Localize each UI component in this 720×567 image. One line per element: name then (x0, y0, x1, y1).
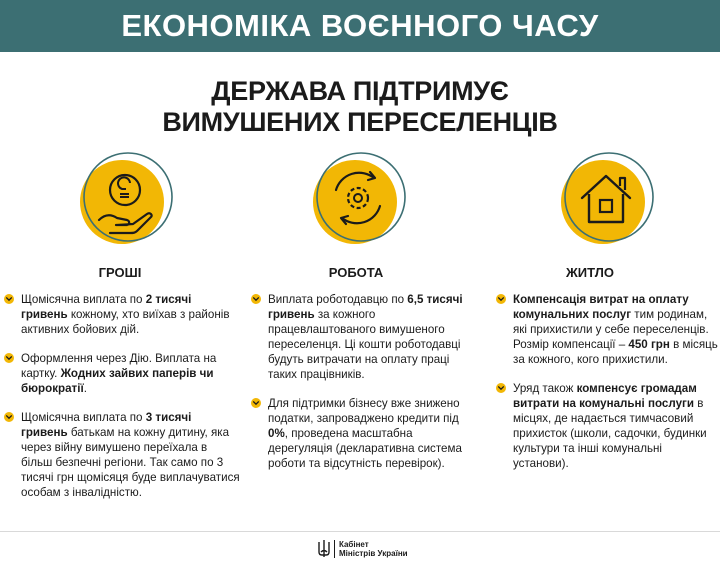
list-item-emphasis: 2 тисячі гривень (21, 293, 192, 321)
list-item-text: Щомісячна виплата по (21, 293, 146, 306)
list-item-text: в місцях, де надається тимчасовий прихисток (школи, садочки, будинки культури та інші комунальні установи). (513, 397, 707, 470)
list-item (0, 351, 240, 396)
column-work-list (240, 292, 480, 485)
list-item-text: Щомісячна виплата по (21, 411, 146, 424)
column-money (0, 150, 240, 520)
page-title-line-2: ВИМУШЕНИХ ПЕРЕСЕЛЕНЦІВ (162, 107, 558, 137)
trident-icon (318, 540, 330, 558)
list-item-emphasis: 6,5 тисячі гривень (268, 293, 463, 321)
list-item-text: кожному, хто виїхав з районів активних бойових дій. (21, 308, 230, 336)
chevron-bullet-icon (251, 398, 261, 408)
list-item-emphasis: 450 грн (628, 338, 670, 351)
list-item-emphasis: Компенсація витрат на оплату комунальних послуг (513, 293, 689, 321)
column-heading-work: РОБОТА (328, 265, 384, 280)
list-item-emphasis: компенсує громадам витрати на комунальні послуги (513, 382, 697, 410)
list-item-emphasis: Жодних зайвих паперів чи бюрократії (21, 367, 214, 395)
list-item (480, 381, 720, 471)
list-item (480, 292, 720, 367)
chevron-bullet-icon (4, 294, 14, 304)
footer-divider (0, 531, 720, 532)
chevron-bullet-icon (496, 383, 506, 393)
list-item-text: тим родинам, які прихистили у себе переселенців. Розмір компенсації – (513, 308, 709, 351)
list-item-emphasis: 0% (268, 427, 285, 440)
list-item (0, 292, 240, 337)
chevron-bullet-icon (4, 353, 14, 363)
list-item-emphasis: 3 тисячі гривень (21, 411, 192, 439)
chevron-bullet-icon (496, 294, 506, 304)
column-housing-list (480, 292, 720, 485)
page-title-line-1: ДЕРЖАВА ПІДТРИМУЄ (211, 76, 509, 106)
list-item-text: , проведена масштабна дерегуляція (декларативна система роботи та відсутність перевірок). (268, 427, 462, 470)
list-item-text: за кожного працевлаштованого вимушеного переселенця. Ці кошти роботодавці будуть витрачати на оплату праці таких працівників. (268, 308, 461, 381)
footer-line-1: Кабінет (339, 540, 369, 549)
chevron-bullet-icon (4, 412, 14, 422)
list-item-text: Оформлення через Дію. Виплата на картку. (21, 352, 217, 380)
header-banner (0, 0, 720, 52)
chevron-bullet-icon (251, 294, 261, 304)
column-heading-money: ГРОШІ (98, 265, 142, 280)
list-item-text: в місяць за кожного, кого прихистили. (513, 338, 718, 366)
column-work (240, 150, 480, 520)
list-item-text: Уряд також (513, 382, 577, 395)
house-icon (556, 150, 656, 250)
footer-logo (318, 540, 408, 558)
list-item (240, 396, 480, 471)
list-item-text: батькам на кожну дитину, яка через війну вимушено переїхала в більш безпечні регіони. Так само по 3 тисячі грн щомісяця буде виплачуватися особам з інвалідністю. (21, 426, 240, 499)
footer-text (334, 540, 408, 558)
banner-title: ЕКОНОМІКА ВОЄННОГО ЧАСУ (121, 8, 599, 43)
gear-cycle-icon (308, 150, 408, 250)
list-item (0, 410, 240, 500)
hand-coin-icon (75, 150, 175, 250)
list-item-text: . (83, 382, 87, 395)
column-heading-housing: ЖИТЛО (566, 265, 614, 280)
footer-line-2: Міністрів України (339, 549, 408, 558)
list-item-text: Виплата роботодавцю по (268, 293, 408, 306)
column-money-list (0, 292, 240, 514)
column-housing (480, 150, 720, 520)
list-item (240, 292, 480, 382)
page-title (0, 76, 720, 138)
list-item-text: Для підтримки бізнесу вже знижено податки, запроваджено кредити під (268, 397, 460, 425)
